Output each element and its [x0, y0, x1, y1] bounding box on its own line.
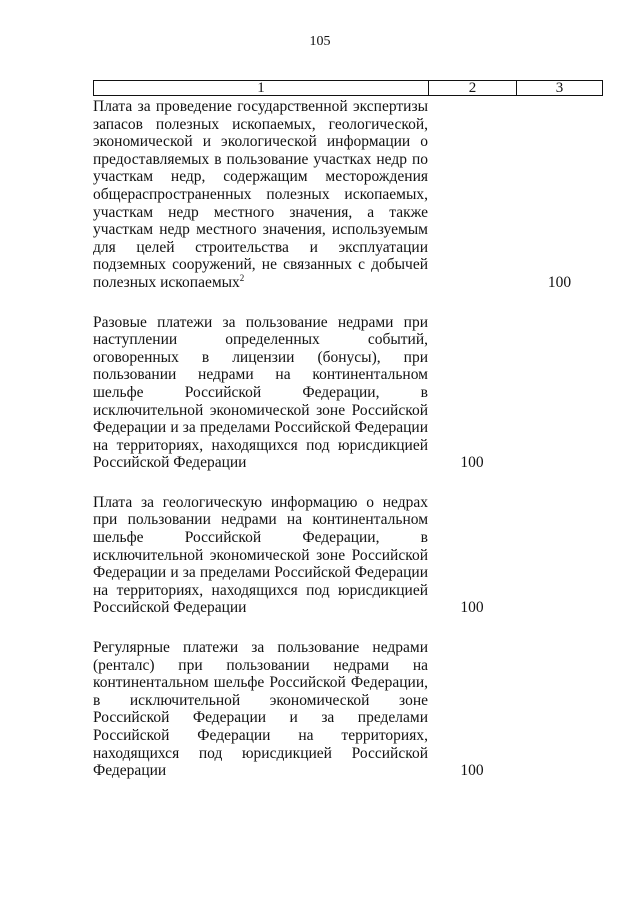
row-description: Регулярные платежи за пользование недрами (рентaлс) при пользовании недрами на континентальном шельфе Российской Федерации, в исключительной экономической зоне Российской Федерации и за пределами Российской Федерации на территориях, находящихся под юрисдикцией Российской Федерации	[93, 639, 428, 780]
row-gap	[93, 472, 603, 494]
page-number: 105	[309, 34, 331, 49]
table-row	[93, 98, 603, 292]
table-body	[93, 98, 603, 780]
row-value-col-3: 100	[547, 273, 572, 291]
table-row	[93, 639, 603, 780]
table-header-row	[93, 80, 603, 96]
row-gap	[93, 292, 603, 314]
row-gap	[93, 617, 603, 639]
header-col-2: 2	[429, 81, 517, 95]
table-row	[93, 314, 603, 472]
table-row	[93, 494, 603, 617]
footnote-marker: 2	[239, 272, 245, 283]
row-description	[93, 98, 428, 292]
row-description: Разовые платежи за пользование недрами при наступлении определенных событий, оговоренных в лицензии (бонусы), при пользовании недрами на континентальном шельфе Российской Федерации, в исключительной экономической зоне Российской Федерации и за пределами Российской Федерации на территориях, находящихся под юрисдикцией Российской Федерации	[93, 313, 428, 472]
row-value-col-2: 100	[460, 454, 484, 472]
row-value-col-2: 100	[460, 599, 484, 617]
row-description: Плата за геологическую информацию о недрах при пользовании недрами на континентальном шельфе Российской Федерации, в исключительной экономической зоне Российской Федерации и за пределами Российской Федерации на территориях, находящихся под юрисдикцией Российской Федерации	[93, 493, 428, 617]
header-col-1: 1	[94, 81, 429, 95]
header-col-3: 3	[555, 80, 564, 96]
row-value-col-2: 100	[460, 762, 484, 780]
row-text: Плата за проведение государственной экспертизы запасов полезных ископаемых, геологической, экономической и экологической информации о предоставляемых в пользование участках недр по участкам недр, содержащим месторождения общераспространенных полезных ископаемых, участкам недр местного значения, а также участкам недр местного значения, используемым для целей строительства и эксплуатации подземных сооружений, не связанных с добычей полезных ископаемых	[93, 98, 428, 291]
